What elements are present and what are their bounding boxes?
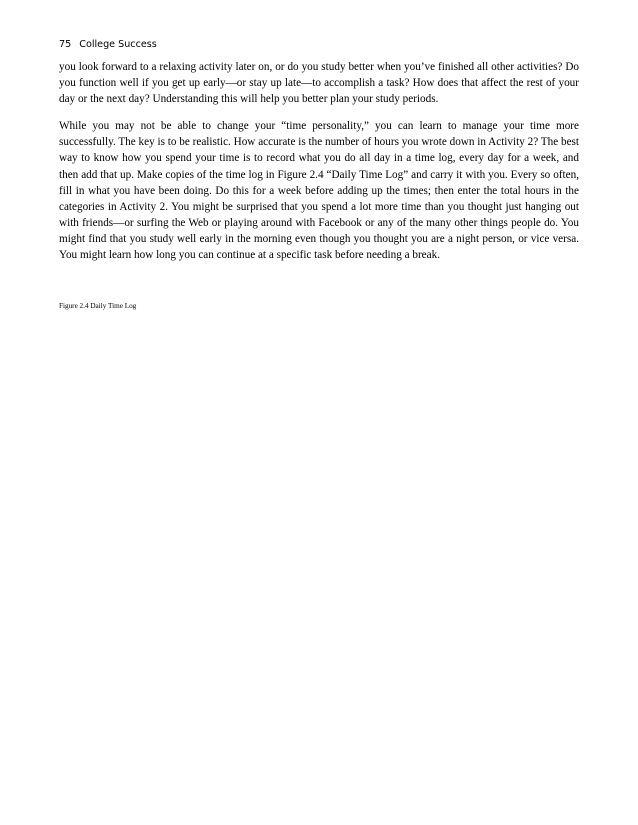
- book-title: College Success: [79, 39, 157, 50]
- paragraph-1: you look forward to a relaxing activity later on, or do you study better when you’ve finished all other activities? Do you function well if you get up early—or stay up late—to accomplish a task? How does that affect the rest of your day or the next day? Understanding this will help you better plan your study periods.: [59, 61, 579, 106]
- running-header: [59, 38, 157, 51]
- page-number: 75: [59, 39, 72, 50]
- paragraph-2: While you may not be able to change your “time personality,” you can learn to manage your time more successfully. The key is to be realistic. How accurate is the number of hours you wrote down in Activity 2? The best way to know how you spend your time is to record what you do all day in a time log, every day for a week, and then add that up. Make copies of the time log in Figure 2.4 “Daily Time Log” and carry it with you. Every so often, fill in what you have been doing. Do this for a week before adding up the times; then enter the total hours in the categories in Activity 2. You might be surprised that you spend a lot more time than you thought just hanging out with friends—or surfing the Web or playing around with Facebook or any of the many other things people do. You might find that you study well early in the morning even though you thought you are a night person, or vice versa. You might learn how long you can continue at a specific task before needing a break.: [59, 120, 579, 262]
- body-text: [59, 59, 579, 263]
- figure-caption: Figure 2.4 Daily Time Log: [59, 302, 137, 310]
